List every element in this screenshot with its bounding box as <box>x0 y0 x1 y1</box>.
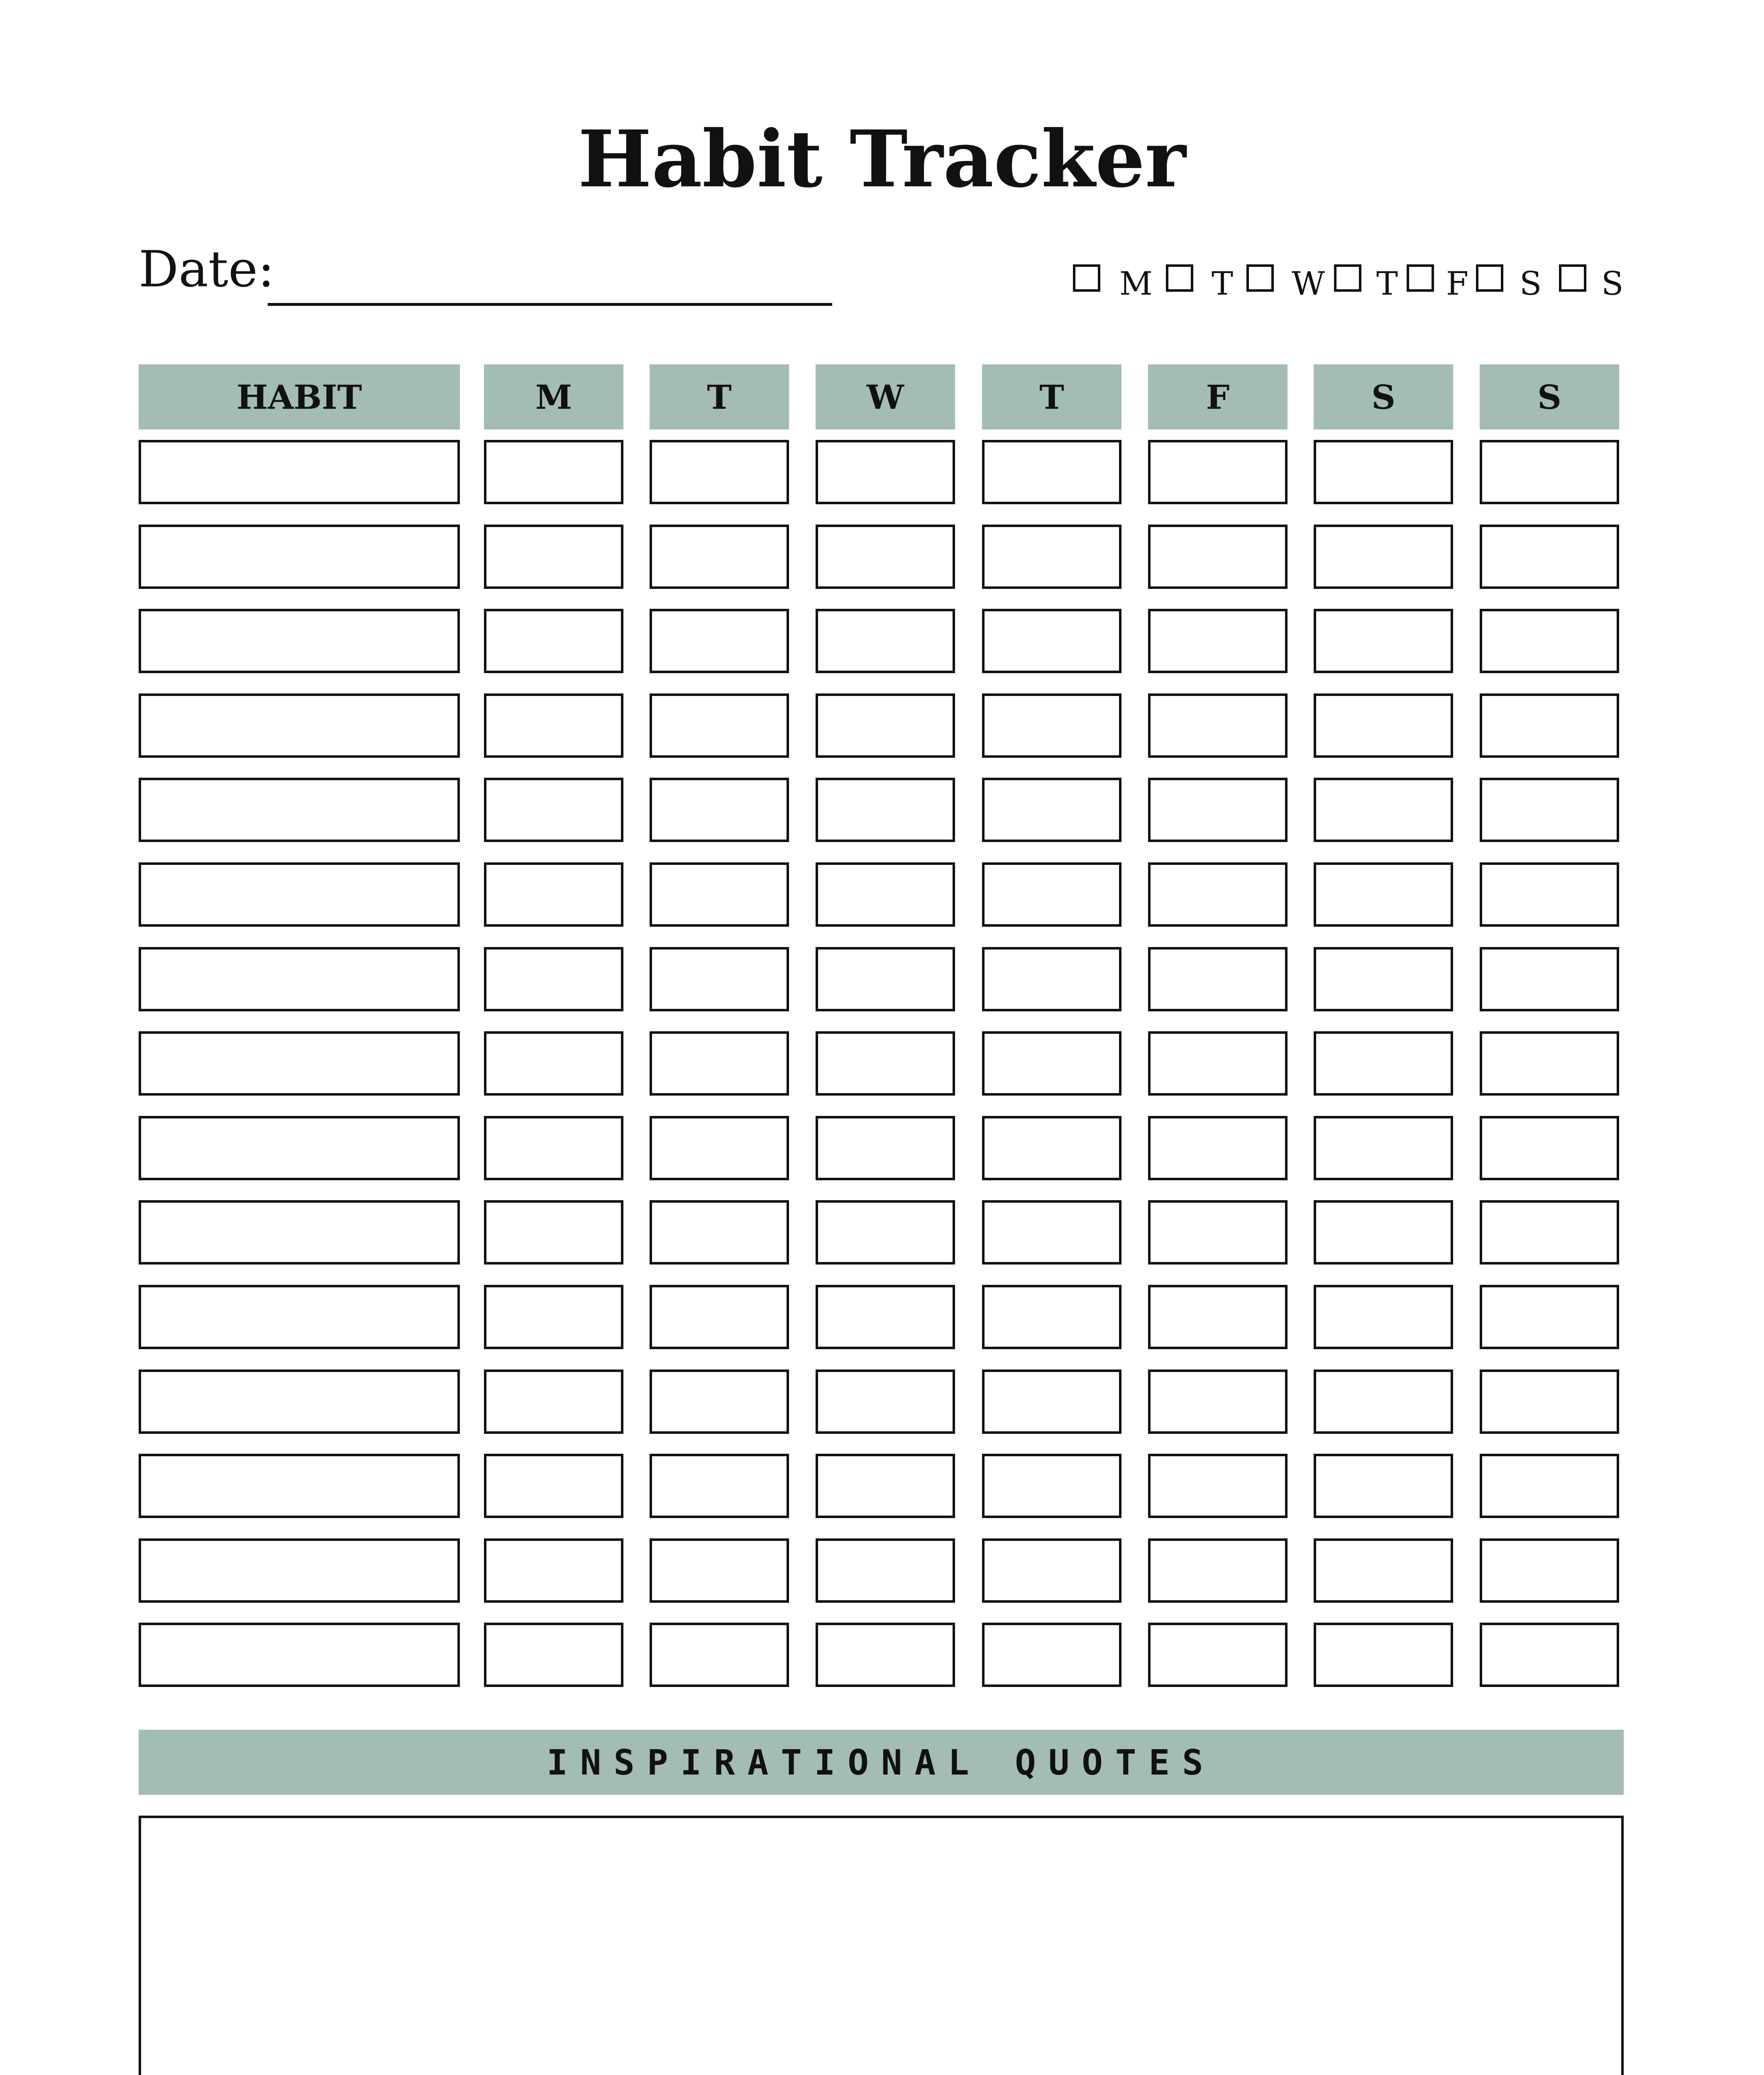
habit-name-field[interactable] <box>139 947 460 1011</box>
habit-name-field[interactable] <box>139 1116 460 1180</box>
habit-name-field[interactable] <box>139 1623 460 1687</box>
habit-day-checkbox[interactable] <box>982 862 1121 927</box>
habit-day-checkbox[interactable] <box>1314 1623 1453 1687</box>
habit-day-checkbox[interactable] <box>982 1370 1121 1434</box>
date-field[interactable] <box>268 303 832 306</box>
habit-name-field[interactable] <box>139 778 460 842</box>
habit-day-checkbox[interactable] <box>1314 778 1453 842</box>
habit-day-checkbox[interactable] <box>484 609 623 673</box>
habit-day-checkbox[interactable] <box>484 1200 623 1265</box>
habit-day-checkbox[interactable] <box>982 1116 1121 1180</box>
habit-day-checkbox[interactable] <box>1148 1370 1288 1434</box>
habit-day-checkbox[interactable] <box>1148 440 1288 504</box>
day-checkbox-label: S <box>1601 265 1624 303</box>
habit-day-checkbox[interactable] <box>816 1370 955 1434</box>
day-checkbox-label: T <box>1376 265 1398 303</box>
habit-day-checkbox[interactable] <box>816 862 955 927</box>
habit-day-checkbox[interactable] <box>1148 525 1288 589</box>
habit-day-checkbox[interactable] <box>1148 778 1288 842</box>
habit-day-checkbox[interactable] <box>650 693 789 758</box>
habit-name-field[interactable] <box>139 1031 460 1096</box>
habit-day-checkbox[interactable] <box>1480 1370 1619 1434</box>
day-column-header: T <box>650 364 789 430</box>
habit-day-checkbox[interactable] <box>1148 1285 1288 1349</box>
day-checkbox[interactable] <box>1073 264 1100 292</box>
habit-day-checkbox[interactable] <box>484 947 623 1011</box>
habit-day-checkbox[interactable] <box>1480 862 1619 927</box>
habit-day-checkbox[interactable] <box>484 1370 623 1434</box>
habit-day-checkbox[interactable] <box>1480 1538 1619 1603</box>
habit-day-checkbox[interactable] <box>1314 1031 1453 1096</box>
habit-day-checkbox[interactable] <box>650 440 789 504</box>
habit-day-checkbox[interactable] <box>484 1116 623 1180</box>
habit-day-checkbox[interactable] <box>484 778 623 842</box>
habit-day-checkbox[interactable] <box>1480 778 1619 842</box>
habit-name-field[interactable] <box>139 609 460 673</box>
quotes-header: INSPIRATIONAL QUOTES <box>139 1730 1624 1795</box>
habit-name-field[interactable] <box>139 1370 460 1434</box>
habit-day-checkbox[interactable] <box>816 1623 955 1687</box>
habit-day-checkbox[interactable] <box>1480 1031 1619 1096</box>
habit-day-checkbox[interactable] <box>484 1031 623 1096</box>
habit-day-checkbox[interactable] <box>982 947 1121 1011</box>
habit-name-field[interactable] <box>139 1538 460 1603</box>
habit-day-checkbox[interactable] <box>816 1116 955 1180</box>
habit-day-checkbox[interactable] <box>1314 1370 1453 1434</box>
habit-day-checkbox[interactable] <box>1148 609 1288 673</box>
habit-day-checkbox[interactable] <box>1480 609 1619 673</box>
habit-day-checkbox[interactable] <box>816 440 955 504</box>
habit-day-checkbox[interactable] <box>1314 1538 1453 1603</box>
habit-name-field[interactable] <box>139 525 460 589</box>
habit-day-checkbox[interactable] <box>1314 947 1453 1011</box>
habit-day-checkbox[interactable] <box>650 862 789 927</box>
habit-day-checkbox[interactable] <box>1314 862 1453 927</box>
habit-day-checkbox[interactable] <box>982 440 1121 504</box>
habit-day-checkbox[interactable] <box>982 1031 1121 1096</box>
habit-day-checkbox[interactable] <box>982 1200 1121 1265</box>
habit-day-checkbox[interactable] <box>1314 1454 1453 1518</box>
habit-day-checkbox[interactable] <box>816 947 955 1011</box>
habit-column-header: HABIT <box>139 364 460 430</box>
habit-day-checkbox[interactable] <box>1314 1116 1453 1180</box>
habit-day-checkbox[interactable] <box>484 1538 623 1603</box>
day-checkbox-label: S <box>1520 265 1542 303</box>
day-column-header: F <box>1148 364 1288 430</box>
habit-day-checkbox[interactable] <box>982 1623 1121 1687</box>
day-checkbox-label: F <box>1446 265 1469 303</box>
quotes-box[interactable] <box>139 1816 1624 2075</box>
habit-day-checkbox[interactable] <box>982 693 1121 758</box>
habit-day-checkbox[interactable] <box>484 1285 623 1349</box>
habit-name-field[interactable] <box>139 693 460 758</box>
habit-day-checkbox[interactable] <box>650 1285 789 1349</box>
habit-day-checkbox[interactable] <box>650 1623 789 1687</box>
habit-day-checkbox[interactable] <box>484 525 623 589</box>
habit-day-checkbox[interactable] <box>1480 1285 1619 1349</box>
day-checkbox[interactable] <box>1407 264 1434 292</box>
day-checkbox-label: M <box>1119 265 1153 303</box>
habit-day-checkbox[interactable] <box>650 1031 789 1096</box>
habit-day-checkbox[interactable] <box>1148 693 1288 758</box>
day-checkbox[interactable] <box>1559 264 1586 292</box>
habit-day-checkbox[interactable] <box>1314 1285 1453 1349</box>
page-title: Habit Tracker <box>578 113 1186 205</box>
day-checkbox[interactable] <box>1246 264 1274 292</box>
habit-day-checkbox[interactable] <box>982 525 1121 589</box>
habit-day-checkbox[interactable] <box>816 778 955 842</box>
habit-day-checkbox[interactable] <box>484 862 623 927</box>
day-checkbox[interactable] <box>1476 264 1503 292</box>
day-column-header: W <box>816 364 955 430</box>
habit-day-checkbox[interactable] <box>982 778 1121 842</box>
habit-day-checkbox[interactable] <box>484 1454 623 1518</box>
habit-day-checkbox[interactable] <box>816 693 955 758</box>
habit-day-checkbox[interactable] <box>1148 947 1288 1011</box>
habit-day-checkbox[interactable] <box>1480 693 1619 758</box>
habit-day-checkbox[interactable] <box>982 1538 1121 1603</box>
habit-day-checkbox[interactable] <box>1148 862 1288 927</box>
habit-day-checkbox[interactable] <box>650 778 789 842</box>
habit-day-checkbox[interactable] <box>816 1454 955 1518</box>
day-column-header: T <box>982 364 1121 430</box>
day-checkbox-label: T <box>1212 265 1234 303</box>
habit-day-checkbox[interactable] <box>1480 1116 1619 1180</box>
habit-day-checkbox[interactable] <box>1480 1200 1619 1265</box>
habit-day-checkbox[interactable] <box>650 525 789 589</box>
habit-day-checkbox[interactable] <box>1480 1454 1619 1518</box>
habit-day-checkbox[interactable] <box>1314 440 1453 504</box>
habit-day-checkbox[interactable] <box>816 1285 955 1349</box>
habit-day-checkbox[interactable] <box>1314 525 1453 589</box>
habit-day-checkbox[interactable] <box>1148 1116 1288 1180</box>
habit-day-checkbox[interactable] <box>816 609 955 673</box>
habit-day-checkbox[interactable] <box>650 1538 789 1603</box>
habit-day-checkbox[interactable] <box>816 1031 955 1096</box>
habit-day-checkbox[interactable] <box>1480 947 1619 1011</box>
day-column-header: M <box>484 364 623 430</box>
date-label: Date: <box>139 241 275 298</box>
day-checkbox-label: W <box>1292 265 1325 303</box>
habit-day-checkbox[interactable] <box>816 1200 955 1265</box>
habit-day-checkbox[interactable] <box>982 609 1121 673</box>
habit-day-checkbox[interactable] <box>650 1200 789 1265</box>
habit-day-checkbox[interactable] <box>1314 609 1453 673</box>
habit-day-checkbox[interactable] <box>484 440 623 504</box>
habit-day-checkbox[interactable] <box>1480 1623 1619 1687</box>
habit-day-checkbox[interactable] <box>1148 1454 1288 1518</box>
habit-day-checkbox[interactable] <box>484 693 623 758</box>
habit-day-checkbox[interactable] <box>982 1454 1121 1518</box>
habit-day-checkbox[interactable] <box>650 1116 789 1180</box>
habit-day-checkbox[interactable] <box>1148 1200 1288 1265</box>
habit-day-checkbox[interactable] <box>1148 1031 1288 1096</box>
habit-day-checkbox[interactable] <box>1480 440 1619 504</box>
day-column-header: S <box>1314 364 1453 430</box>
habit-day-checkbox[interactable] <box>1314 1200 1453 1265</box>
habit-name-field[interactable] <box>139 440 460 504</box>
day-checkbox[interactable] <box>1334 264 1361 292</box>
day-checkbox[interactable] <box>1166 264 1193 292</box>
habit-day-checkbox[interactable] <box>650 1370 789 1434</box>
habit-day-checkbox[interactable] <box>1148 1538 1288 1603</box>
habit-day-checkbox[interactable] <box>1480 525 1619 589</box>
habit-day-checkbox[interactable] <box>816 1538 955 1603</box>
habit-day-checkbox[interactable] <box>1148 1623 1288 1687</box>
habit-name-field[interactable] <box>139 862 460 927</box>
habit-day-checkbox[interactable] <box>816 525 955 589</box>
habit-day-checkbox[interactable] <box>484 1623 623 1687</box>
habit-day-checkbox[interactable] <box>650 609 789 673</box>
day-column-header: S <box>1480 364 1619 430</box>
habit-day-checkbox[interactable] <box>1314 693 1453 758</box>
habit-name-field[interactable] <box>139 1200 460 1265</box>
habit-day-checkbox[interactable] <box>650 1454 789 1518</box>
habit-name-field[interactable] <box>139 1454 460 1518</box>
habit-name-field[interactable] <box>139 1285 460 1349</box>
habit-day-checkbox[interactable] <box>650 947 789 1011</box>
habit-day-checkbox[interactable] <box>982 1285 1121 1349</box>
